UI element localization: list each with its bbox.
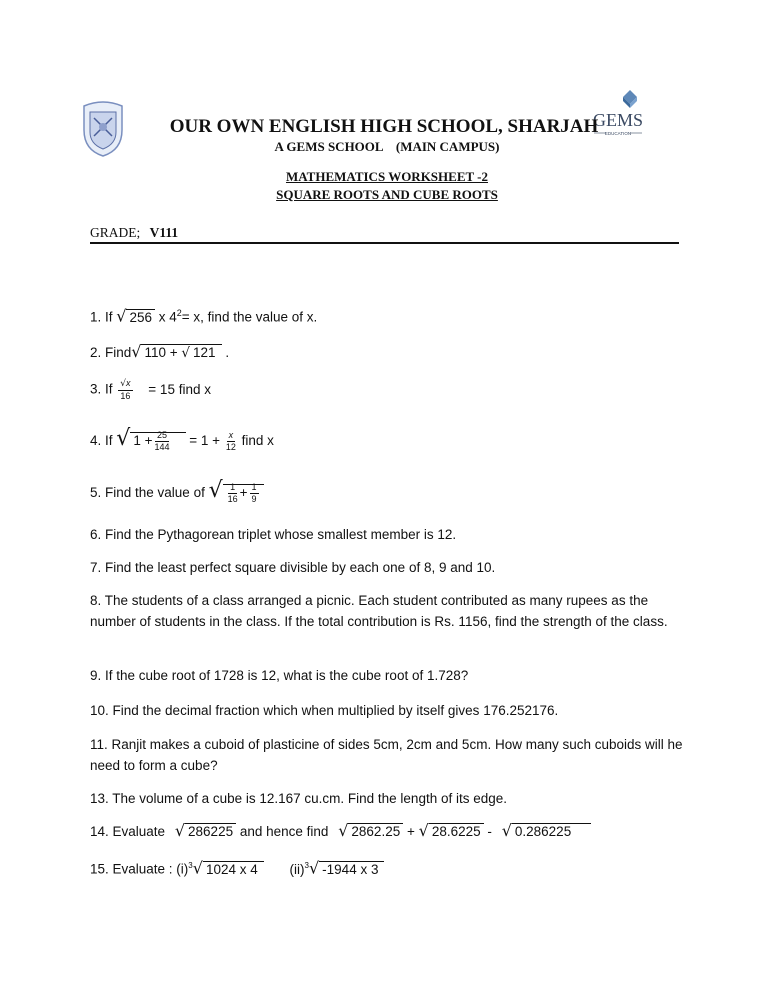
question-5: 5. Find the value of √ $\frac{1}{16}$ + $\frac{1}{9}$ <box>90 480 690 505</box>
question-14: 14. Evaluate √ 286225 and hence find √ 2862.25 + √ 28.6225 - √ 0.286225 <box>90 820 690 842</box>
question-11: 11. Ranjit makes a cuboid of plasticine of sides 5cm, 2cm and 5cm. How many such cuboids will he need to form a cube? <box>90 737 683 773</box>
school-subtitle: A GEMS SCHOOL (MAIN CAMPUS) <box>274 139 500 154</box>
question-4: 4. If √ 1 + $\frac{25}{144}$ = 1 + $\frac{x}{12}$ find x <box>90 426 274 452</box>
question-15: 15. Evaluate : $(i)^3√$ 1024 x 4 (ii)$^3$√ -1944 x 3 <box>90 855 690 880</box>
school-name: OUR OWN ENGLISH HIGH SCHOOL, SHARJAH <box>169 116 599 137</box>
question-1: 1. If √ 256 x $4^2= x$, find the value of x. <box>90 306 318 326</box>
question-7: 7. Find the least perfect square divisible by each one of 8, 9 and 10. <box>90 560 496 575</box>
gems-logo-text: GEMS <box>592 110 644 130</box>
worksheet-title: MATHEMATICS WORKSHEET -2 <box>285 169 488 184</box>
question-13: 13. The volume of a cube is 12.167 cu.cm. Find the length of its edge. <box>90 791 508 806</box>
question-2: 2. Find√ 110 + √ 121 . <box>90 342 230 361</box>
grade-label: GRADE; <box>90 225 141 240</box>
worksheet-topic: SQUARE ROOTS AND CUBE ROOTS <box>276 187 498 202</box>
question-9: 9. If the cube root of 1728 is 12, what is the cube root of 1.728? <box>90 668 469 683</box>
gems-logo-subtext: EDUCATION <box>604 131 632 136</box>
question-6: 6. Find the Pythagorean triplet whose smallest member is 12. <box>90 527 457 542</box>
header-divider <box>90 242 679 244</box>
question-10: 10. Find the decimal fraction which when multiplied by itself gives 176.252176. <box>90 703 559 718</box>
question-3: 3. If $\frac{√x}{16}$ = 15 find x <box>90 378 211 401</box>
question-8: 8. The students of a class arranged a picnic. Each student contributed as many rupees as the number of students in the class. If the total contribution is Rs. 1156, find the strength of the class. <box>90 593 668 629</box>
grade-line <box>90 225 178 241</box>
grade-value: V111 <box>149 225 179 240</box>
